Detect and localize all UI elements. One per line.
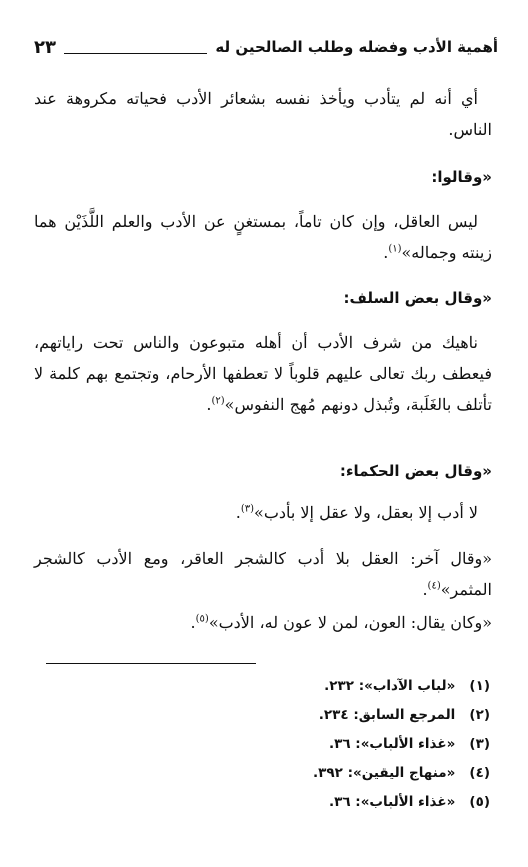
footnote-item	[60, 730, 490, 759]
quote-4	[34, 543, 492, 605]
heading-hukama-text: «وقال بعض الحكماء:	[339, 462, 492, 480]
footnote-item	[60, 759, 490, 788]
quote-5	[34, 607, 492, 638]
footnote-ref-3: (٣)	[240, 503, 255, 515]
footnote-separator	[46, 663, 256, 664]
quote-3-text: لا أدب إلا بعقل، ولا عقل إلا بأدب»	[254, 503, 478, 522]
heading-qalu	[34, 162, 492, 193]
quote-1	[34, 206, 492, 268]
footnote-item	[60, 701, 490, 730]
quote-2-end: .	[206, 395, 212, 414]
footnote-ref-1: (١)	[388, 243, 402, 255]
quote-2	[34, 327, 492, 420]
paragraph-1	[34, 83, 492, 145]
footnote-item	[60, 672, 490, 701]
footnote-item	[60, 788, 490, 817]
quote-1-text: ليس العاقل، وإن كان تاماً، بمستغنٍ عن الأدب والعلم اللَّذَيْن هما زينته وجماله»	[34, 212, 492, 262]
quote-4-end: .	[422, 580, 428, 599]
footnote-text: «غذاء الألباب»: ٣٦.	[328, 736, 456, 752]
footnote-number: (٢)	[469, 707, 490, 723]
heading-qalu-text: «وقالوا:	[431, 168, 492, 186]
chapter-title: أهمية الأدب وفضله وطلب الصالحين له	[215, 38, 498, 56]
paragraph-1-text: أي أنه لم يتأدب ويأخذ نفسه بشعائر الأدب فحياته مكروهة عند الناس.	[34, 89, 492, 139]
quote-4-text: «وقال آخر: العقل بلا أدب كالشجر العاقر، ومع الأدب كالشجر المثمر»	[34, 549, 492, 599]
footnotes-list	[60, 672, 490, 817]
footnote-text: المرجع السابق: ٢٣٤.	[318, 707, 456, 723]
heading-salaf	[34, 283, 492, 314]
footnote-text: «لباب الآداب»: ٢٣٢.	[324, 678, 456, 694]
heading-salaf-text: «وقال بعض السلف:	[343, 289, 492, 307]
header-rule	[64, 53, 207, 54]
quote-5-end: .	[190, 613, 196, 632]
page-number: ٢٣	[34, 36, 56, 58]
heading-hukama	[34, 456, 492, 487]
footnote-number: (٥)	[469, 794, 490, 810]
footnote-number: (٤)	[469, 765, 490, 781]
footnote-text: «منهاج اليقين»: ٣٩٢.	[313, 765, 456, 781]
quote-5-text: «وكان يقال: العون، لمن لا عون له، الأدب»	[208, 613, 492, 632]
quote-3-end: .	[235, 503, 241, 522]
footnote-text: «غذاء الألباب»: ٣٦.	[328, 794, 456, 810]
running-header	[34, 32, 498, 62]
footnote-number: (٣)	[469, 736, 490, 752]
quote-1-end: .	[383, 243, 389, 262]
quote-2-text: ناهيك من شرف الأدب أن أهله متبوعون والناس تحت راياتهم، فيعطف ربك تعالى عليهم قلوباً لا تعطفها الأرحام، وتجتمع بهم كلمة لا تأتلف بالغَلَبة، وتُبذل دونهم مُهج النفوس»	[34, 333, 493, 414]
footnote-ref-4: (٤)	[427, 580, 441, 592]
footnote-number: (١)	[469, 678, 490, 694]
footnote-ref-5: (٥)	[195, 613, 209, 625]
quote-3	[34, 497, 492, 528]
footnote-ref-2: (٢)	[211, 395, 225, 407]
